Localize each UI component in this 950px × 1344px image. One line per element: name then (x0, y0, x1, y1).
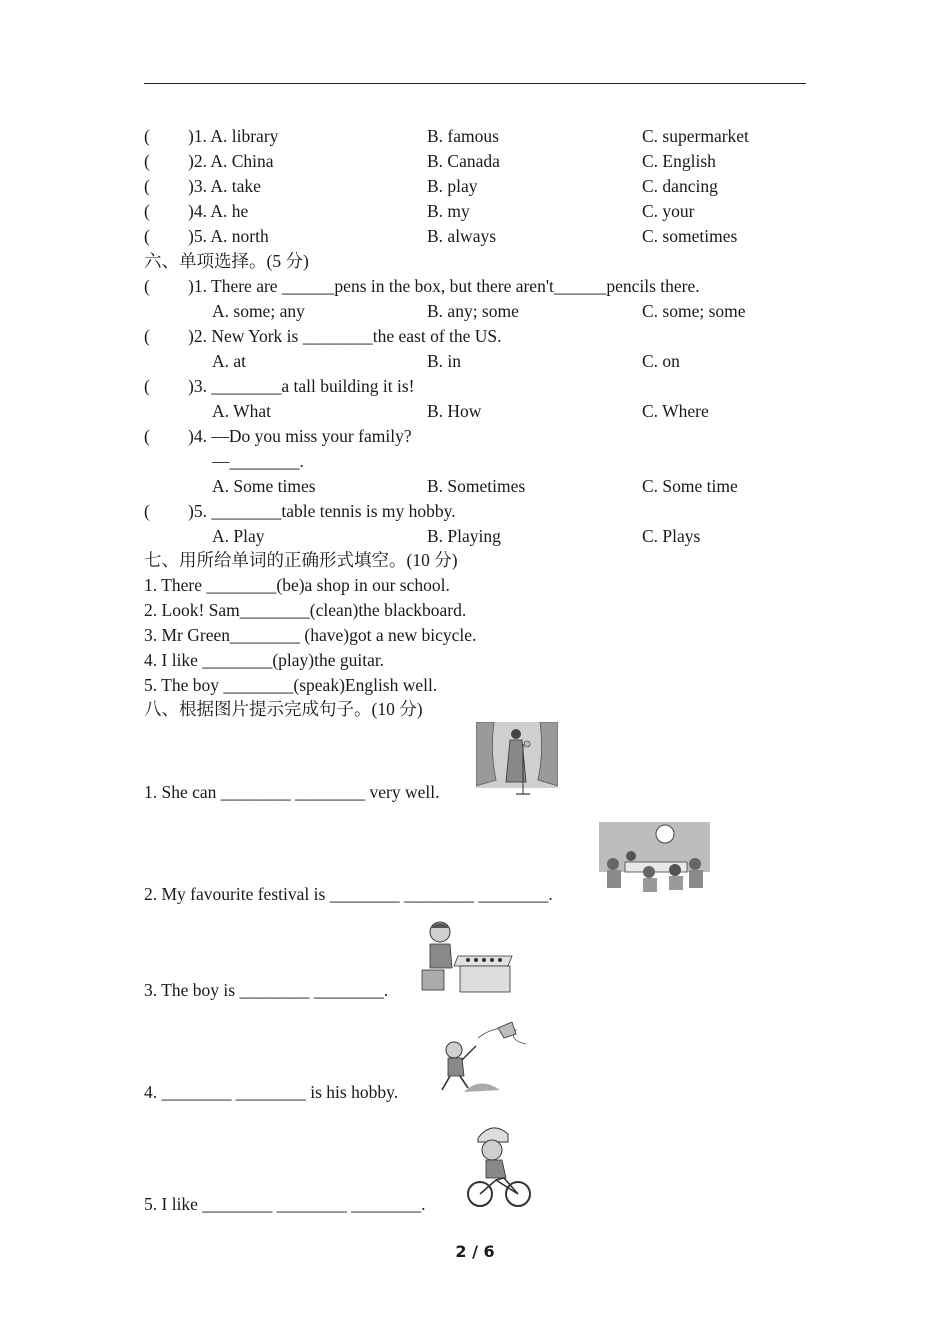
option-b: B. any; some (427, 301, 519, 321)
answer-paren: ( (144, 126, 150, 146)
singer-on-stage-picture (476, 722, 558, 800)
answer-paren: ( (144, 151, 150, 171)
option-b: B. play (427, 176, 478, 196)
option-b: B. always (427, 226, 497, 246)
s8-item-5: 5. I like ________ ________ ________. (144, 1194, 426, 1214)
question-text: )5. ________table tennis is my hobby. (188, 501, 456, 521)
option-b: B. my (427, 201, 470, 221)
option-c: C. Where (642, 401, 709, 421)
answer-paren: ( (144, 501, 150, 521)
question-text: )1. A. library (188, 126, 279, 146)
option-c: C. on (642, 351, 680, 371)
option-a: A. Play (212, 526, 265, 546)
option-b: B. in (427, 351, 462, 371)
option-a: A. at (212, 351, 247, 371)
question-text: )5. A. north (188, 226, 269, 246)
question-text: )3. ________a tall building it is! (188, 376, 415, 396)
option-c: C. English (642, 151, 716, 171)
s7-item-1: 1. There ________(be)a shop in our school. (144, 575, 450, 595)
s7-item-5: 5. The boy ________(speak)English well. (144, 675, 438, 695)
option-b: B. How (427, 401, 482, 421)
s7-item-2: 2. Look! Sam________(clean)the blackboard. (144, 600, 467, 620)
s8-item-1: 1. She can ________ ________ very well. (144, 782, 440, 802)
page-number: 2 / 6 (455, 1242, 495, 1261)
s7-item-4: 4. I like ________(play)the guitar. (144, 650, 385, 670)
question-text: )2. A. China (188, 151, 274, 171)
answer-paren: ( (144, 176, 150, 196)
option-c: C. sometimes (642, 226, 738, 246)
boy-playing-chess-picture (418, 918, 514, 996)
question-text: )4. A. he (188, 201, 249, 221)
option-a: A. some; any (212, 301, 305, 321)
question-text: )4. —Do you miss your family? (188, 426, 412, 446)
section6-heading: 六、单项选择。(5 分) (144, 251, 309, 271)
question-text: )2. New York is ________the east of the US. (188, 326, 502, 346)
option-c: C. dancing (642, 176, 718, 196)
answer-paren: ( (144, 426, 150, 446)
option-b: B. famous (427, 126, 499, 146)
question-text: )1. There are ______pens in the box, but there aren't______pencils there. (188, 276, 700, 296)
answer-paren: ( (144, 376, 150, 396)
boy-riding-bike-picture (464, 1118, 534, 1210)
section7-heading: 七、用所给单词的正确形式填空。(10 分) (144, 550, 458, 570)
s8-item-2: 2. My favourite festival is ________ ________ ________. (144, 884, 553, 904)
section8-heading: 八、根据图片提示完成句子。(10 分) (144, 699, 423, 719)
option-a: A. Some times (212, 476, 316, 496)
option-b: B. Playing (427, 526, 501, 546)
answer-paren: ( (144, 201, 150, 221)
answer-paren: ( (144, 326, 150, 346)
s7-item-3: 3. Mr Green________ (have)got a new bicycle. (144, 625, 477, 645)
option-c: C. Plays (642, 526, 701, 546)
boy-flying-kite-picture (434, 1020, 530, 1098)
answer-paren: ( (144, 226, 150, 246)
mid-autumn-family-dinner-picture (599, 822, 710, 898)
s8-item-4: 4. ________ ________ is his hobby. (144, 1082, 399, 1102)
question-text: )3. A. take (188, 176, 261, 196)
reply-blank: —________. (212, 451, 304, 471)
option-c: C. Some time (642, 476, 738, 496)
option-c: C. some; some (642, 301, 746, 321)
option-c: C. supermarket (642, 126, 749, 146)
option-b: B. Canada (427, 151, 500, 171)
option-b: B. Sometimes (427, 476, 526, 496)
header-rule (144, 83, 806, 84)
answer-paren: ( (144, 276, 150, 296)
s8-item-3: 3. The boy is ________ ________. (144, 980, 389, 1000)
option-a: A. What (212, 401, 271, 421)
option-c: C. your (642, 201, 695, 221)
